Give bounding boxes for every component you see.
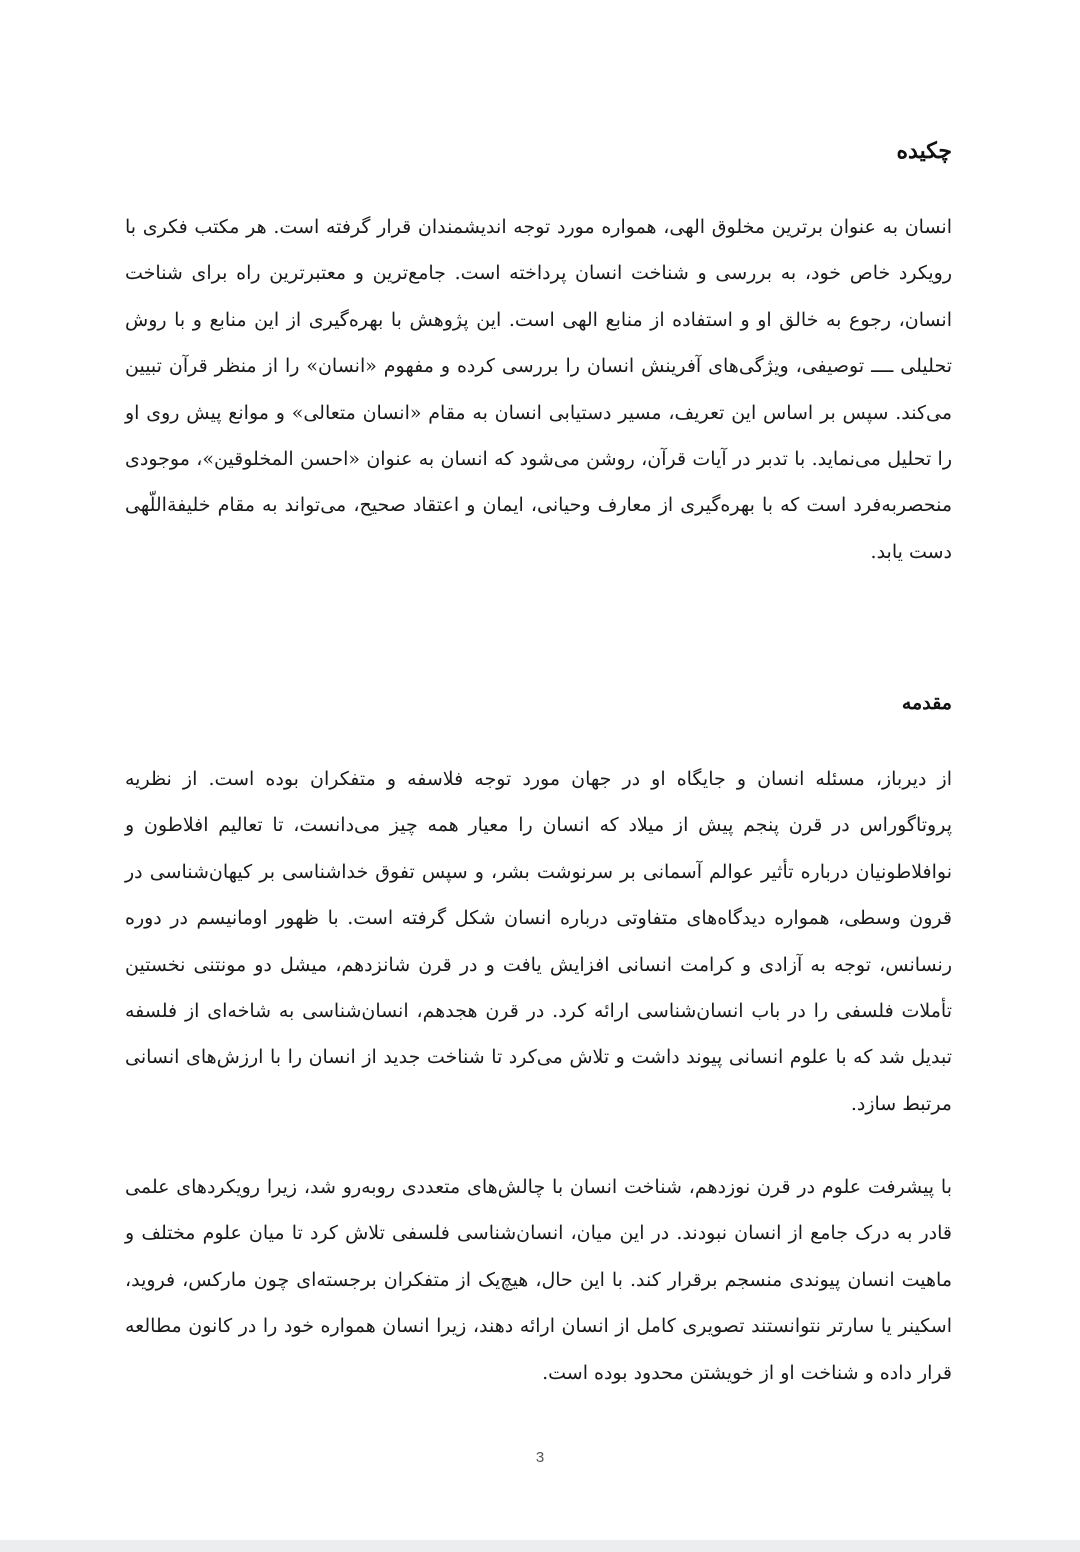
introduction-paragraph-2: با پیشرفت علوم در قرن نوزدهم، شناخت انسان با چالش‌های متعددی روبه‌رو شد، زیرا رویکردهای علمی قادر به درک جامع از انسان نبودند. در این میان، انسان‌شناسی فلسفی تلاش کرد تا میان علوم مختلف و ماهیت انسان پیوندی منسجم برقرار کند. با این حال، هیچ‌یک از متفکران برجسته‌ای چون مارکس، فروید، اسکینر یا سارتر نتوانستند تصویری کامل از انسان ارائه دهند، زیرا انسان همواره خود را در کانون مطالعه قرار داده و شناخت او از خویشتن محدود بوده است. — [125, 1176, 953, 1384]
abstract-paragraph: انسان به عنوان برترین مخلوق الهی، همواره مورد توجه اندیشمندان قرار گرفته است. هر مکتب فکری با رویکرد خاص خود، به بررسی و شناخت انسان پرداخته است. جامع‌ترین و معتبرترین راه برای شناخت انسان، رجوع به خالق او و استفاده از منابع الهی است. این پژوهش با بهره‌گیری از این منابع و با روش تحلیلی ــــ توصیفی، ویژگی‌های آفرینش انسان را بررسی کرده و مفهوم «انسان» را از منظر قرآن تبیین می‌کند. سپس بر اساس این تعریف، مسیر دستیابی انسان به مقام «انسان متعالی» و موانع پیش روی او را تحلیل می‌نماید. با تدبر در آیات قرآن، روشن می‌شود که انسان به عنوان «احسن المخلوقین»، موجودی منحصر‌به‌فرد است که با بهره‌گیری از معارف وحیانی، ایمان و اعتقاد صحیح، می‌تواند به مقام خلیفة‌اللّهی دست یابد. — [125, 216, 952, 563]
page-number: 3 — [535, 1449, 545, 1466]
introduction-paragraph-1: از دیرباز، مسئله انسان و جایگاه او در جهان مورد توجه فلاسفه و متفکران بوده است. از نظریه پروتاگوراس در قرن پنجم پیش از میلاد که انسان را معیار همه چیز می‌دانست، تا تعالیم افلاطون و نوافلاطونیان درباره تأثیر عوالم آسمانی بر سرنوشت بشر، و سپس تفوق خداشناسی بر کیهان‌شناسی در قرون وسطی، همواره دیدگاه‌های متفاوتی درباره انسان شکل گرفته است. با ظهور اومانیسم در دوره رنسانس، توجه به آزادی و کرامت انسانی افزایش یافت و در قرن شانزدهم، میشل دو مونتنی نخستین تأملات فلسفی را در باب انسان‌شناسی ارائه کرد. در قرن هجدهم، انسان‌شناسی به شاخه‌ای از فلسفه تبدیل شد که با علوم انسانی پیوند داشت و تلاش می‌کرد تا شناخت جدید از انسان را با ارزش‌های انسانی مرتبط سازد. — [125, 768, 952, 1115]
viewer-background — [0, 1540, 1080, 1552]
introduction-heading: مقدمه — [901, 692, 952, 714]
abstract-heading: چکیده — [896, 138, 952, 164]
